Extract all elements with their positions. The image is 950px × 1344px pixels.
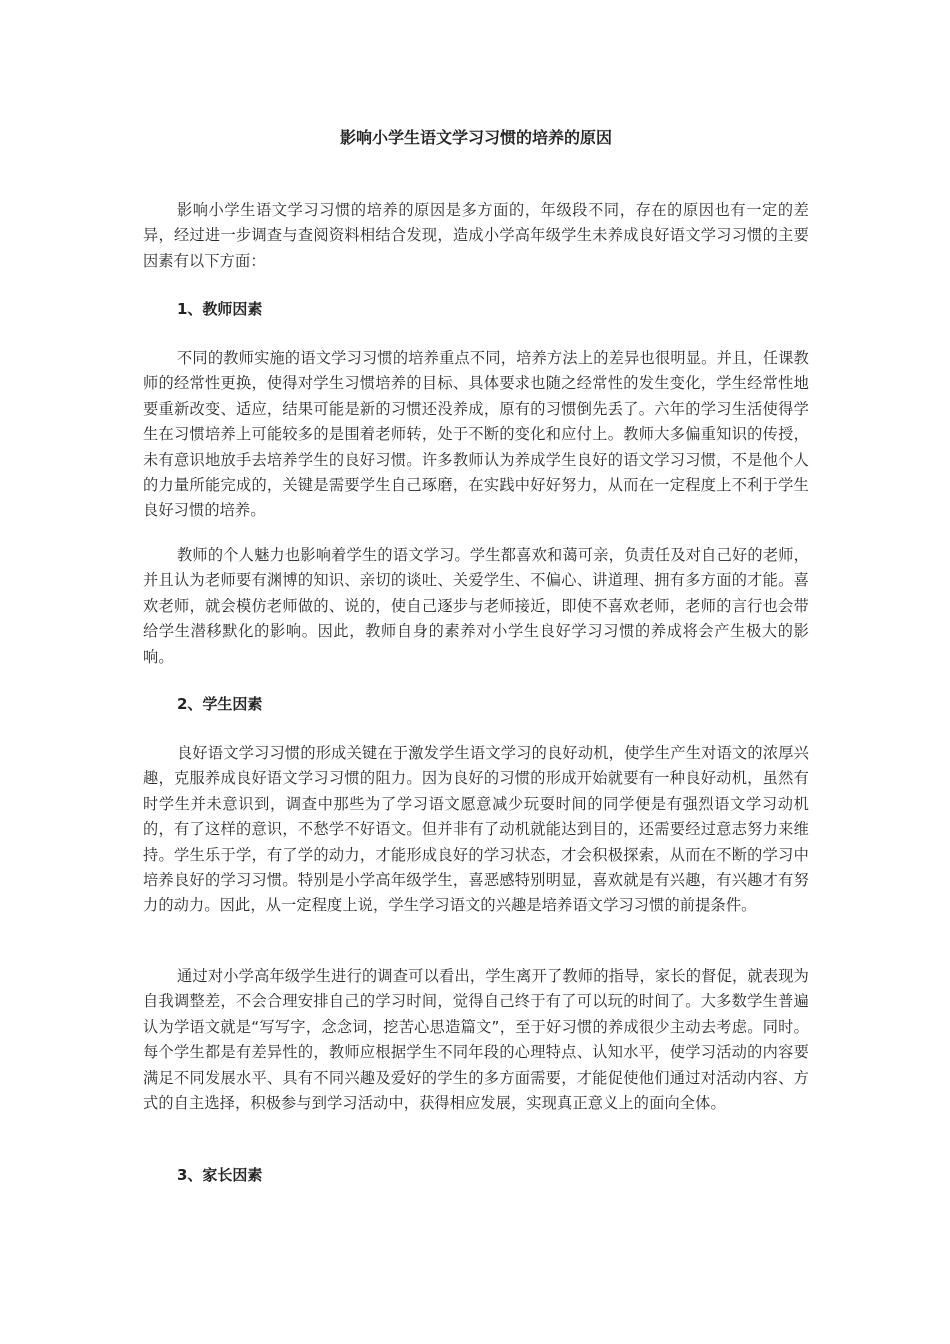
paragraph-teacher-1: 不同的教师实施的语文学习习惯的培养重点不同，培养方法上的差异也很明显。并且，任课教师的经常性更换，使得对学生习惯培养的目标、具体要求也随之经常性的发生变化，学生经常性地要重新改变、适应，结果可能是新的习惯还没养成，原有的习惯倒先丢了。六年的学习生活使得学生在习惯培养上可能较多的是围着老师转，处于不断的变化和应付上。教师大多偏重知识的传授，未有意识地放手去培养学生的良好习惯。许多教师认为养成学生良好的语文学习习惯，不是他个人的力量所能完成的，关键是需要学生自己琢磨，在实践中好好努力，从而在一定程度上不利于学生良好习惯的培养。 — [143, 349, 809, 520]
paragraph-teacher-2: 教师的个人魅力也影响着学生的语文学习。学生都喜欢和蔼可亲，负责任及对自己好的老师，并且认为老师要有渊博的知识、亲切的谈吐、关爱学生、不偏心、讲道理、拥有多方面的才能。喜欢老师，就会模仿老师做的、说的，使自己逐步与老师接近，即使不喜欢老师，老师的言行也会带给学生潜移默化的影响。因此，教师自身的素养对小学生良好学习习惯的养成将会产生极大的影响。 — [143, 546, 809, 666]
paragraph-student-1: 良好语文学习习惯的形成关键在于激发学生语文学习的良好动机，使学生产生对语文的浓厚兴趣，克服养成良好语文学习习惯的阻力。因为良好的习惯的形成开始就要有一种良好动机，虽然有时学生并未意识到，调查中那些为了学习语文愿意减少玩耍时间的同学便是有强烈语文学习动机的，有了这样的意识，不愁学不好语文。但并非有了动机就能达到目的，还需要经过意志努力来维持。学生乐于学，有了学的动力，才能形成良好的学习状态，才会积极探索，从而在不断的学习中培养良好的学习习惯。特别是小学高年级学生，喜恶感特别明显，喜欢就是有兴趣，有兴趣才有努力的动力。因此，从一定程度上说，学生学习语文的兴趣是培养语文学习习惯的前提条件。 — [143, 744, 809, 915]
intro-paragraph: 影响小学生语文学习习惯的培养的原因是多方面的，年级段不同，存在的原因也有一定的差异，经过进一步调查与查阅资料相结合发现，造成小学高年级学生未养成良好语文学习习惯的主要因素有以下方面： — [143, 201, 809, 270]
paragraph-student-2: 通过对小学高年级学生进行的调查可以看出，学生离开了教师的指导，家长的督促，就表现为自我调整差，不会合理安排自己的学习时间，觉得自己终于有了可以玩的时间了。大多数学生普遍认为学语文就是“写写字，念念词，挖苦心思造篇文”，至于好习惯的养成很少主动去考虑。同时。每个学生都是有差异性的，教师应根据学生不同年段的心理特点、认知水平，使学习活动的内容要满足不同发展水平、具有不同兴趣及爱好的学生的多方面需要，才能促使他们通过对活动内容、方式的自主选择，积极参与到学习活动中，获得相应发展，实现真正意义上的面向全体。 — [143, 967, 809, 1113]
section-heading-teacher: 1、教师因素 — [177, 300, 263, 318]
document-title: 影响小学生语文学习习惯的培养的原因 — [339, 128, 612, 147]
section-heading-parent: 3、家长因素 — [177, 1166, 263, 1184]
section-heading-student: 2、学生因素 — [177, 695, 263, 713]
